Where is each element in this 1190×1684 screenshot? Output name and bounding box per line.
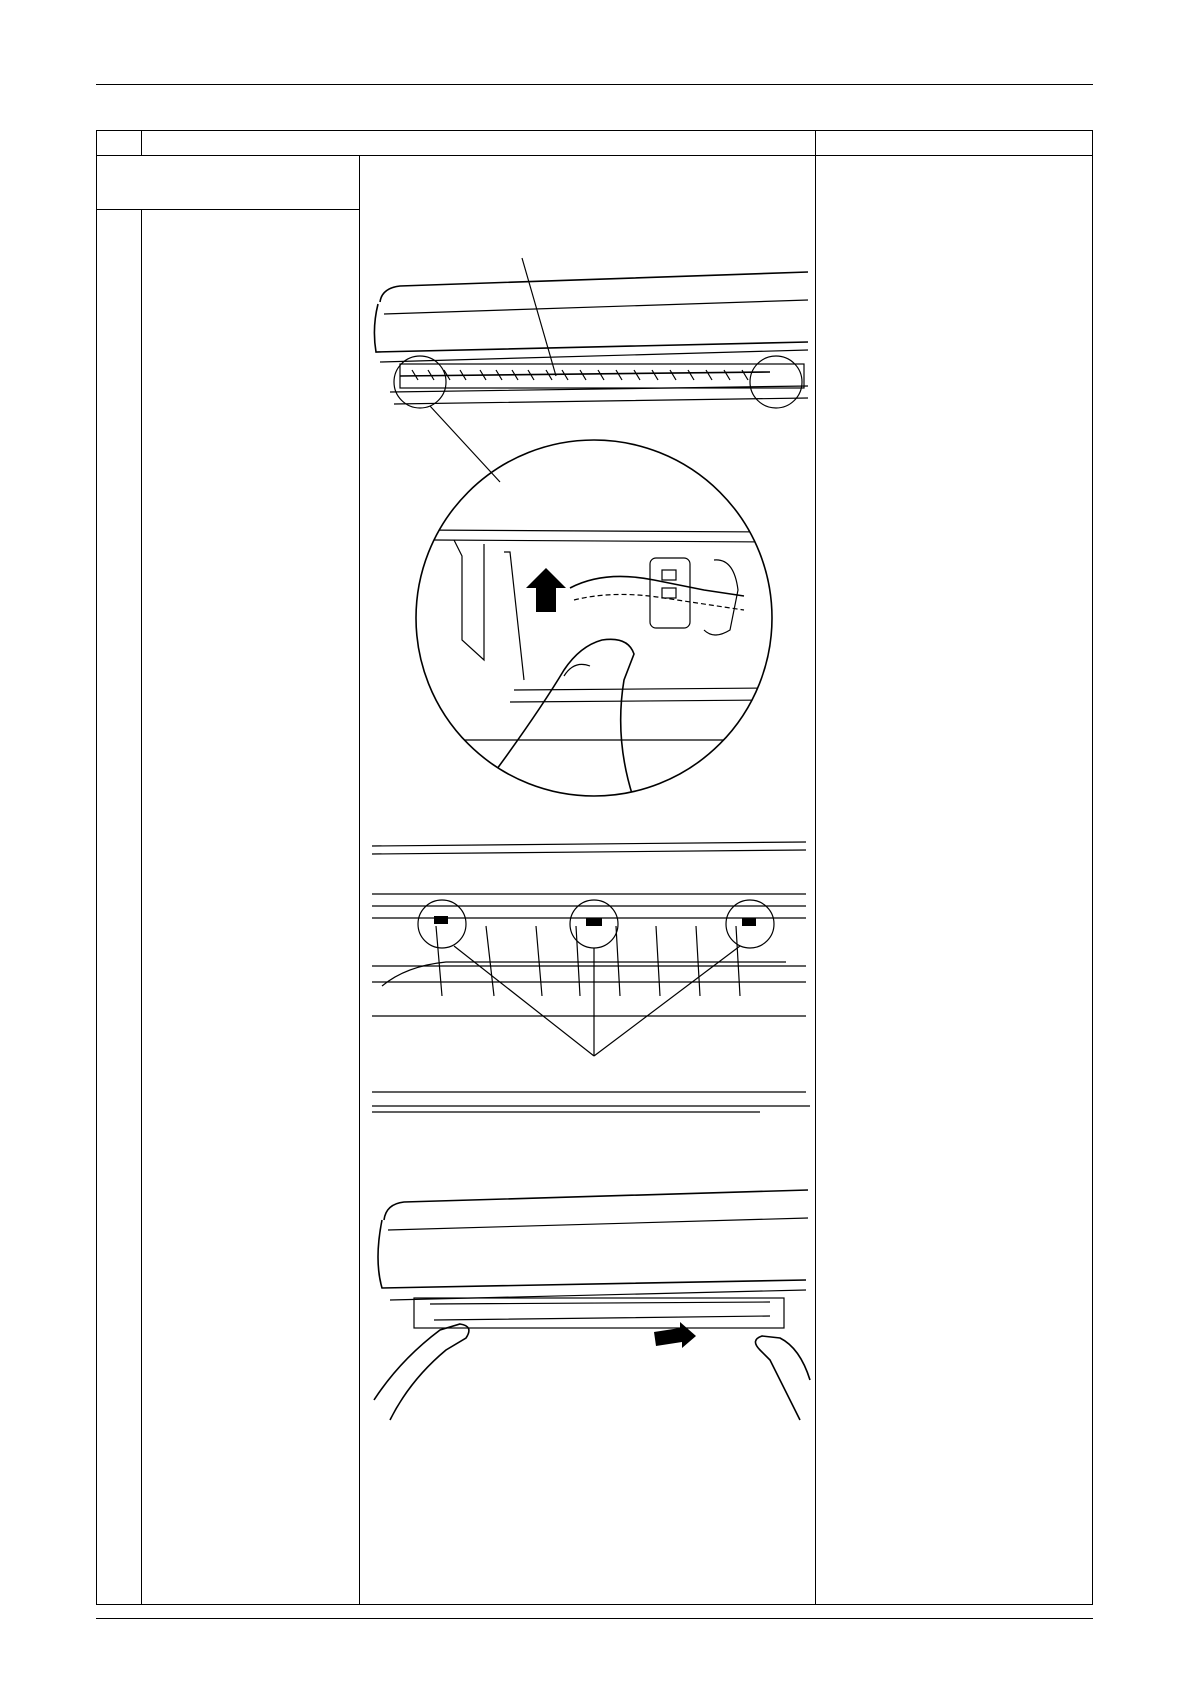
- unit-underside-view: [370, 258, 810, 428]
- col-divider-stepnum: [141, 209, 142, 1604]
- col-divider-step: [141, 131, 142, 155]
- header-rule: [96, 84, 1093, 85]
- divider-lines: [370, 1102, 810, 1122]
- blade-hooks-view: [366, 846, 806, 1096]
- footer-rule: [96, 1618, 1093, 1619]
- pull-blade-out-view: [370, 1180, 820, 1420]
- left-cell-divider: [97, 209, 359, 210]
- detail-circle-blade-release: [414, 440, 774, 800]
- table-header-divider: [97, 155, 1092, 156]
- col-divider-procedure: [359, 155, 360, 1604]
